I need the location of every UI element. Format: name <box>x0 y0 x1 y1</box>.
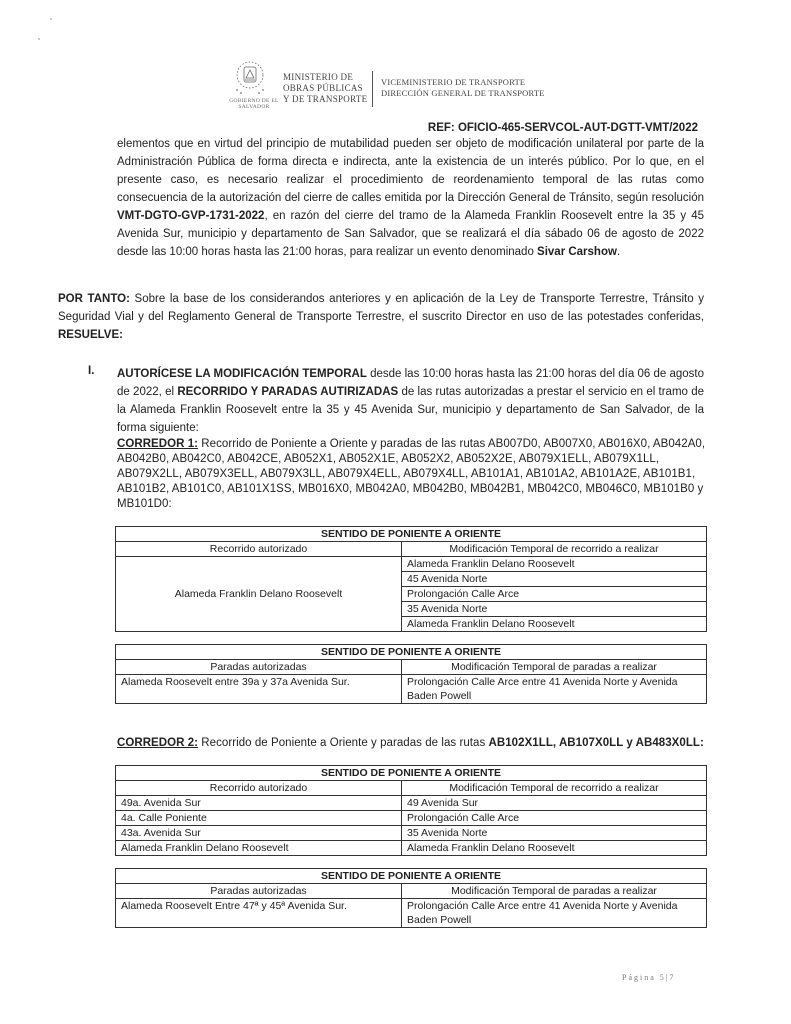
corredor-1-text: Recorrido de Poniente a Oriente y paradas de las rutas AB007D0, AB007X0, AB016X0, AB042A0, AB042B0, AB042C0, AB042CE, AB052X1, AB052X1E, AB052X2, AB052X2E, AB079X1ELL, AB079X1LL, AB079X2LL, AB079X3ELL, AB079X3LL, AB079X4ELL, AB079X4LL, AB101A1, AB101A2, AB101A2E, AB101B1, AB101B2, AB101C0, AB101X1SS, MB016X0, MB042A0, MB042B0, MB042B1, MB042C0, MB046C0, MB101B0 y MB101D0: <box>117 438 706 510</box>
modified-route-cell: Alameda Franklin Delano Roosevelt <box>402 557 707 572</box>
table-title: SENTIDO DE PONIENTE A ORIENTE <box>116 645 707 660</box>
header-divider <box>372 71 373 107</box>
item-text-1: desde las 10:00 horas hasta las 21:00 horas del día 06 de agosto de 2022, el <box>117 368 704 398</box>
item-numeral: I. <box>88 365 95 377</box>
authorized-route-cell: 4a. Calle Poniente <box>116 811 402 826</box>
table-title: SENTIDO DE PONIENTE A ORIENTE <box>116 766 707 781</box>
table-row <box>116 811 707 826</box>
table-row <box>116 826 707 841</box>
corredor-1-paragraph <box>117 437 707 512</box>
vice-ministry-line-2: DIRECCIÓN GENERAL DE TRANSPORTE <box>381 88 545 98</box>
corredor-2-label: CORREDOR 2: <box>117 737 199 749</box>
modified-route-cell: 45 Avenida Norte <box>402 572 707 587</box>
intro-text-2: , en razón del cierre del tramo de la Alameda Franklin Roosevelt entre la 35 y 45 Avenida Sur, municipio y departamento de San Salvador, que se realizará el día sábado 06 de agosto de 2022 desde las 10:00 horas hasta las 21:00 horas, para realizar un evento denominado <box>117 210 704 258</box>
por-tanto-label: POR TANTO: <box>58 293 130 305</box>
vice-ministry-name <box>381 77 545 99</box>
authorized-route-cell: 43a. Avenida Sur <box>116 826 402 841</box>
table-title: SENTIDO DE PONIENTE A ORIENTE <box>116 869 707 884</box>
corredor-2-routes: AB102X1LL, AB107X0LL y AB483X0LL: <box>488 737 704 749</box>
scan-speck <box>50 18 52 20</box>
authorized-route-cell: Alameda Franklin Delano Roosevelt <box>116 557 402 632</box>
corredor-1-route-table <box>115 526 707 632</box>
column-header: Modificación Temporal de paradas a realizar <box>402 660 707 675</box>
column-header: Recorrido autorizado <box>116 542 402 557</box>
resolution-number: VMT-DGTO-GVP-1731-2022 <box>117 210 265 222</box>
item-one-paragraph <box>117 365 704 437</box>
authorized-route-cell: 49a. Avenida Sur <box>116 796 402 811</box>
corredor-1-label: CORREDOR 1: <box>117 438 199 450</box>
authorized-stop-cell: Alameda Roosevelt entre 39a y 37a Avenida Sur. <box>116 675 402 704</box>
por-tanto-text: Sobre la base de los considerandos anteriores y en aplicación de la Ley de Transporte Terrestre, Tránsito y Seguridad Vial y del Reglamento General de Transporte Terrestre, el suscrito Director en uso de las potestades conferidas, <box>58 293 704 323</box>
item-bold-1: AUTORÍCESE LA MODIFICACIÓN TEMPORAL <box>117 368 367 380</box>
column-header: Recorrido autorizado <box>116 781 402 796</box>
corredor-2-text: Recorrido de Poniente a Oriente y paradas de las rutas <box>198 737 489 749</box>
modified-stop-cell: Prolongación Calle Arce entre 41 Avenida Norte y Avenida Baden Powell <box>402 899 707 928</box>
ministry-line-3: Y DE TRANSPORTE <box>283 94 368 104</box>
table-title: SENTIDO DE PONIENTE A ORIENTE <box>116 527 707 542</box>
modified-route-cell: Prolongación Calle Arce <box>402 811 707 826</box>
scan-speck <box>38 38 40 40</box>
ministry-line-2: OBRAS PÚBLICAS <box>283 83 363 93</box>
table-row <box>116 841 707 856</box>
page-number: Página 5|7 <box>622 973 676 982</box>
corredor-2-route-table <box>115 765 707 856</box>
reference-number: REF: OFICIO-465-SERVCOL-AUT-DGTT-VMT/2022 <box>427 122 698 134</box>
modified-route-cell: Alameda Franklin Delano Roosevelt <box>402 841 707 856</box>
table-row <box>116 675 707 704</box>
event-name: Sivar Carshow <box>537 246 617 258</box>
corredor-1-stops-table <box>115 644 707 704</box>
intro-text-1: elementos que en virtud del principio de mutabilidad pueden ser objeto de modificación unilateral por parte de la Administración Pública de forma directa e indirecta, ante la existencia de un interés público. Por lo que, en el presente caso, es necesario realizar el procedimiento de reordenamiento temporal de las rutas como consecuencia de la autorización del cierre de calles emitida por la Dirección General de Tránsito, según resolución <box>117 138 704 204</box>
column-header: Modificación Temporal de paradas a realizar <box>402 884 707 899</box>
corredor-2-paragraph <box>117 736 707 751</box>
vice-ministry-line-1: VICEMINISTERIO DE TRANSPORTE <box>381 77 526 87</box>
item-text-2: de las rutas autorizadas a prestar el servicio en el tramo de la Alameda Franklin Roosevelt entre la 35 y 45 Avenida Sur, municipio y departamento de San Salvador, de la forma siguiente: <box>117 386 704 434</box>
ministry-name <box>283 72 367 105</box>
table-row <box>116 899 707 928</box>
government-label: GOBIERNO DE EL SALVADOR <box>229 98 279 110</box>
authorized-route-cell: Alameda Franklin Delano Roosevelt <box>116 841 402 856</box>
authorized-stop-cell: Alameda Roosevelt Entre 47ª y 45ª Avenida Sur. <box>116 899 402 928</box>
corredor-2-stops-table <box>115 868 707 928</box>
column-header: Modificación Temporal de recorrido a realizar <box>402 781 707 796</box>
coat-of-arms-seal-icon <box>233 60 267 98</box>
modified-route-cell: 49 Avenida Sur <box>402 796 707 811</box>
table-row <box>116 557 707 572</box>
modified-stop-cell: Prolongación Calle Arce entre 41 Avenida Norte y Avenida Baden Powell <box>402 675 707 704</box>
intro-paragraph <box>117 135 704 261</box>
item-bold-2: RECORRIDO Y PARADAS AUTIRIZADAS <box>177 386 399 398</box>
modified-route-cell: 35 Avenida Norte <box>402 826 707 841</box>
column-header: Paradas autorizadas <box>116 660 402 675</box>
por-tanto-paragraph <box>58 290 704 344</box>
modified-route-cell: 35 Avenida Norte <box>402 602 707 617</box>
column-header: Modificación Temporal de recorrido a realizar <box>402 542 707 557</box>
ministry-line-1: MINISTERIO DE <box>283 72 354 82</box>
column-header: Paradas autorizadas <box>116 884 402 899</box>
resuelve-label: RESUELVE: <box>58 329 123 341</box>
intro-end: . <box>616 246 621 258</box>
modified-route-cell: Prolongación Calle Arce <box>402 587 707 602</box>
modified-route-cell: Alameda Franklin Delano Roosevelt <box>402 617 707 632</box>
table-row <box>116 796 707 811</box>
